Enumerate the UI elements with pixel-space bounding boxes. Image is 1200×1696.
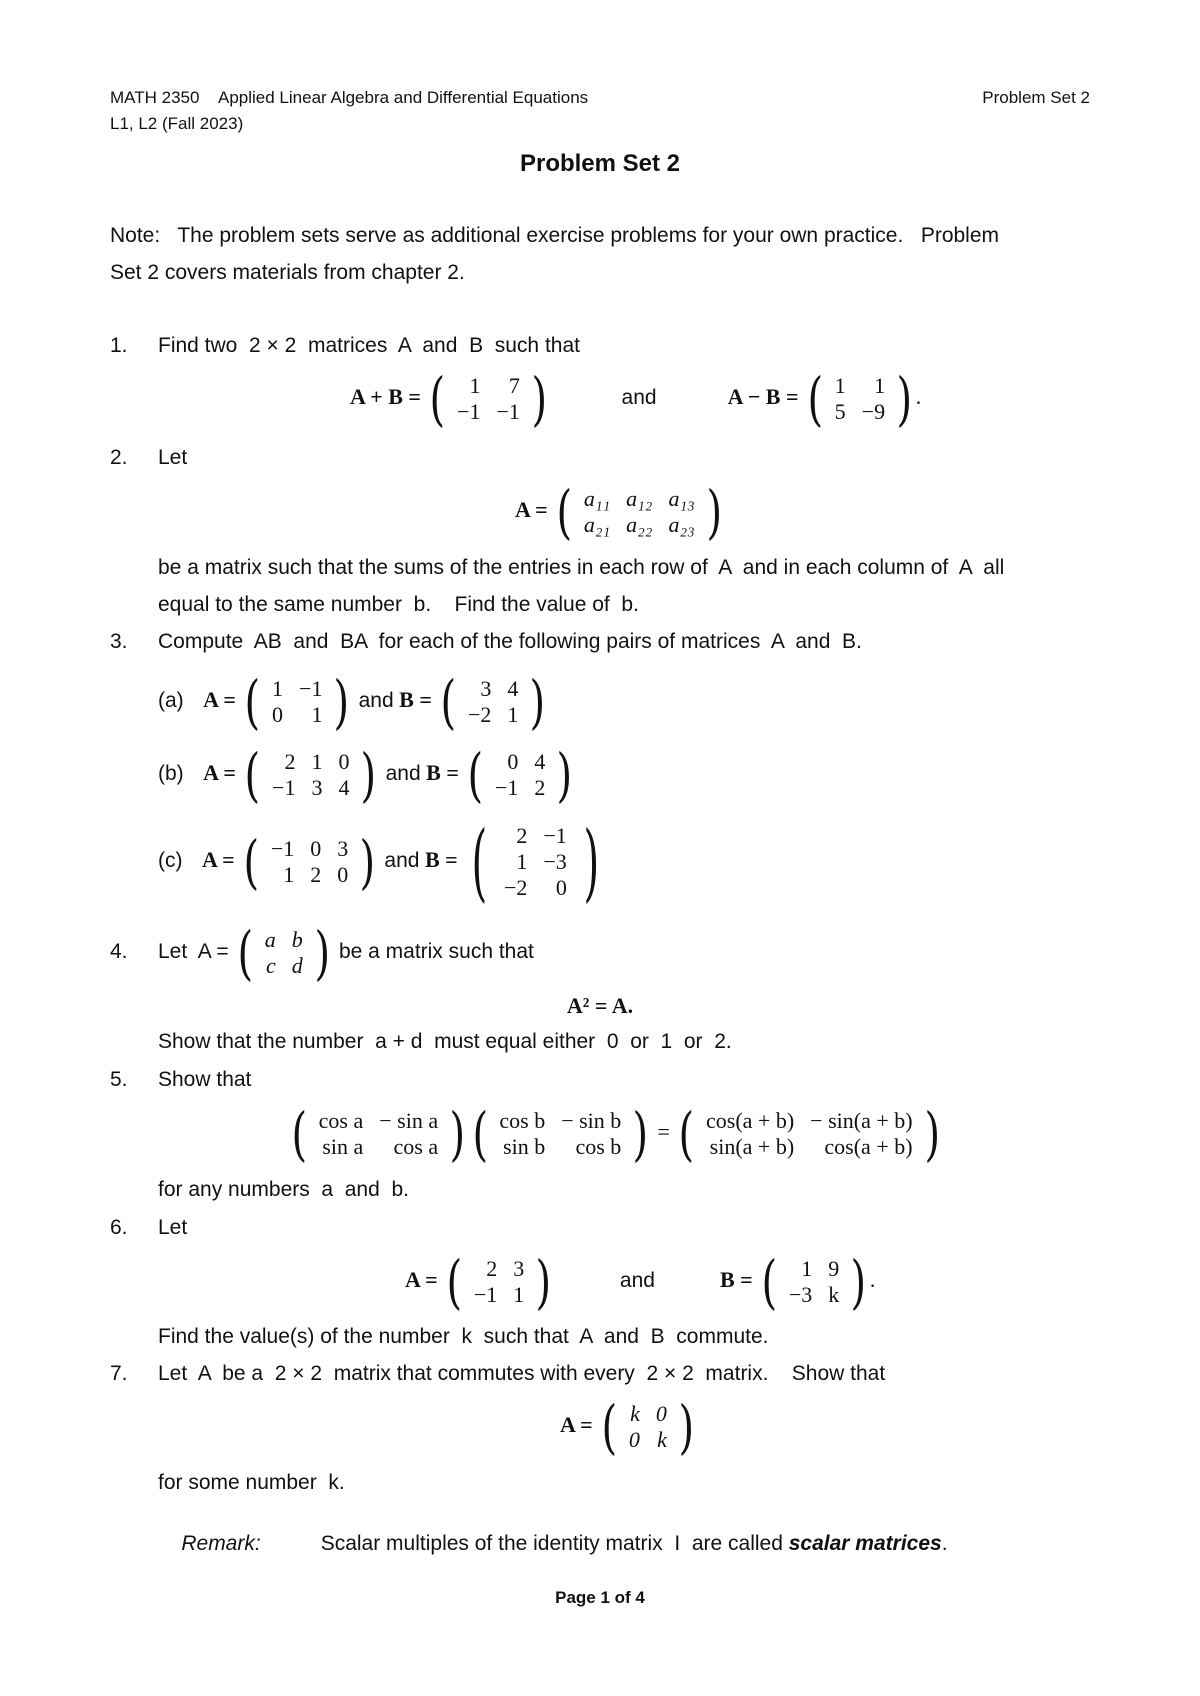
matrix-entry: d (291, 953, 303, 978)
matrix-table (257, 927, 311, 979)
matrix-entry: 4 (507, 676, 519, 701)
matrix (288, 1100, 469, 1168)
matrix-entry: 2 (310, 862, 322, 887)
matrix-table (491, 1108, 629, 1160)
matrix-row (466, 1282, 532, 1308)
matrix-entry: 0 (655, 1401, 667, 1426)
matrix-entry: 0 (310, 836, 322, 861)
right-paren: ) (449, 1100, 466, 1168)
matrix-entry: k (828, 1282, 840, 1307)
problem-1-number: 1. (110, 334, 128, 357)
problem-3-number: 3. (110, 630, 128, 653)
matrix-entry: 1 (801, 1256, 813, 1281)
matrix-entry: cos a (318, 1108, 364, 1133)
matrix-table (264, 676, 330, 728)
p1-end-period: . (915, 384, 922, 410)
problem-3-text: Compute AB and BA for each of the following pairs of matrices A and B. (158, 630, 862, 653)
matrix-row (264, 775, 357, 801)
problem-3a (158, 668, 549, 736)
matrix (758, 1248, 870, 1316)
matrix-row (460, 676, 526, 702)
problem-2-equation (515, 478, 725, 546)
matrix (443, 1248, 555, 1316)
matrix-row (257, 953, 311, 979)
problem-7-equation (560, 1393, 698, 1461)
matrix (240, 828, 379, 896)
matrix-row (311, 1108, 446, 1134)
matrix-entry: −3 (543, 849, 567, 874)
problem-6-after: Find the value(s) of the number k such that A and B commute. (158, 1325, 769, 1348)
problem-5-after: for any numbers a and b. (158, 1178, 409, 1201)
matrix-table (781, 1256, 847, 1308)
matrix-entry: 0 (555, 875, 567, 900)
page-title: Problem Set 2 (519, 150, 681, 177)
problem-1-equation (350, 365, 922, 433)
problem-5-text: Show that (158, 1068, 252, 1091)
matrix-row (621, 1427, 675, 1453)
problem-4-show: Show that the number a + d must equal either 0 or 1 or 2. (158, 1030, 732, 1053)
matrix-entry: a₁₁ (583, 486, 611, 511)
matrix-row (264, 702, 330, 728)
right-paren: ) (924, 1100, 940, 1168)
matrix-table (311, 1108, 446, 1160)
problem-2-line-1: be a matrix such that the sums of the entries in each row of A and in each column of A all (158, 556, 1005, 579)
problem-6-number: 6. (110, 1216, 128, 1239)
matrix-row (263, 862, 356, 888)
left-paren: ( (429, 365, 446, 433)
matrix-entry: −1 (473, 1282, 498, 1307)
matrix-entry: 1 (469, 373, 481, 398)
matrix-entry: k (657, 1427, 667, 1452)
matrix (234, 919, 333, 987)
left-paren: ( (471, 813, 488, 911)
problem-3c (158, 813, 608, 911)
matrix-entry: 3 (337, 836, 349, 861)
matrix-entry: 5 (834, 399, 846, 424)
matrix-entry: c (266, 953, 276, 978)
remark-end: . (941, 1532, 948, 1555)
matrix-entry: sin(a + b) (709, 1134, 795, 1159)
matrix-entry: −1 (272, 775, 296, 800)
p3c-and: and (384, 849, 420, 873)
right-paren: ) (531, 365, 548, 433)
matrix-entry: −2 (468, 702, 492, 727)
matrix-table (264, 749, 357, 801)
left-paren: ( (243, 828, 260, 896)
p2-lhs: A = (515, 497, 548, 523)
p3c-label: (c) (158, 849, 183, 873)
matrix-entry: cos b (575, 1134, 622, 1159)
matrix-entry: 2 (534, 775, 546, 800)
left-paren: ( (440, 668, 457, 736)
right-paren: ) (556, 741, 573, 809)
matrix-entry: 0 (272, 702, 284, 727)
matrix-row (781, 1256, 847, 1282)
p5-equals: = (657, 1119, 670, 1145)
matrix (804, 365, 916, 433)
matrix-entry: 0 (628, 1427, 640, 1452)
left-paren: ( (446, 1248, 463, 1316)
matrix-row (487, 775, 553, 801)
remark-text: Scalar multiples of the identity matrix I are called (320, 1532, 783, 1555)
left-paren: ( (244, 668, 261, 736)
matrix-entry: a₁₂ (626, 486, 653, 511)
matrix (469, 1100, 652, 1168)
matrix-table (621, 1401, 675, 1453)
matrix-entry: sin a (322, 1134, 364, 1159)
matrix-entry: 0 (337, 862, 349, 887)
matrix-entry: −1 (496, 399, 520, 424)
matrix-row (460, 702, 526, 728)
matrix-row (487, 749, 553, 775)
problem-5-equation (288, 1100, 943, 1168)
matrix-entry: − sin(a + b) (810, 1108, 913, 1133)
matrix-entry: 1 (272, 676, 284, 701)
matrix-entry: 1 (834, 373, 846, 398)
right-paren: ) (359, 828, 376, 896)
matrix-row (698, 1108, 921, 1134)
note-line-2: Set 2 covers materials from chapter 2. (110, 261, 465, 284)
matrix-entry: b (291, 927, 303, 952)
p6-and: and (619, 1269, 655, 1293)
matrix-table (496, 823, 575, 901)
left-paren: ( (291, 1100, 308, 1168)
matrix (598, 1393, 697, 1461)
page-footer: Page 1 of 4 (555, 1588, 645, 1607)
matrix-entry: −9 (861, 399, 886, 424)
right-paren: ) (896, 365, 913, 433)
left-paren: ( (237, 919, 254, 987)
left-paren: ( (244, 741, 261, 809)
matrix-entry: 9 (828, 1256, 840, 1281)
matrix-entry: 1 (874, 373, 886, 398)
problem-1-text: Find two 2 × 2 matrices A and B such that (158, 334, 580, 357)
matrix-table (576, 486, 703, 538)
p3b-lhs-a: A = (203, 760, 236, 786)
matrix-entry: 1 (513, 1282, 525, 1307)
matrix-entry: 2 (486, 1256, 498, 1281)
matrix-entry: 2 (516, 823, 528, 848)
problem-6-text: Let (158, 1216, 188, 1239)
matrix-entry: −1 (270, 836, 295, 861)
matrix-entry: 1 (311, 749, 323, 774)
right-paren: ) (706, 478, 722, 546)
course-sections: L1, L2 (Fall 2023) (110, 114, 244, 133)
right-paren: ) (360, 741, 377, 809)
header-right-label: Problem Set 2 (982, 88, 1090, 107)
note-line-1: Note: The problem sets serve as additional exercise problems for your own practice. Problem (110, 224, 1000, 247)
matrix-entry: a₂₁ (583, 512, 611, 537)
course-name: Applied Linear Algebra and Differential Equations (218, 88, 589, 107)
matrix (241, 741, 380, 809)
matrix-entry: k (630, 1401, 640, 1426)
left-paren: ( (472, 1100, 488, 1168)
matrix-table (487, 749, 553, 801)
matrix-table (460, 676, 526, 728)
matrix-entry: −2 (503, 875, 528, 900)
matrix-table (449, 373, 528, 425)
matrix (426, 365, 550, 433)
matrix-row (781, 1282, 847, 1308)
matrix-table (698, 1108, 921, 1160)
problem-5-number: 5. (110, 1068, 128, 1091)
p3a-label: (a) (158, 689, 184, 713)
matrix-entry: sin b (503, 1134, 546, 1159)
matrix-entry: 3 (480, 676, 492, 701)
matrix-entry: −3 (788, 1282, 813, 1307)
right-paren: ) (850, 1248, 867, 1316)
problem-4-number: 4. (110, 940, 128, 963)
p1-lhs-sum: A + B = (350, 384, 421, 410)
matrix-entry: −1 (543, 823, 567, 848)
matrix (241, 668, 353, 736)
matrix-entry: 3 (311, 775, 323, 800)
left-paren: ( (467, 741, 484, 809)
right-paren: ) (678, 1393, 694, 1461)
problem-6-equation (405, 1248, 876, 1316)
matrix-row (621, 1401, 675, 1427)
matrix-entry: a (264, 927, 276, 952)
matrix-row (257, 927, 311, 953)
p1-lhs-diff: A − B = (727, 384, 799, 410)
matrix-entry: 1 (516, 849, 528, 874)
matrix-entry: 1 (507, 702, 519, 727)
problem-2-number: 2. (110, 446, 128, 469)
p3b-and: and (385, 762, 421, 786)
matrix-row (491, 1108, 629, 1134)
matrix-entry: − sin a (379, 1108, 439, 1133)
problem-4-statement (158, 919, 534, 987)
problem-7-remark (158, 1508, 948, 1580)
matrix-row (496, 823, 575, 849)
matrix (464, 741, 576, 809)
matrix-row (449, 373, 528, 399)
matrix-entry: 2 (284, 749, 296, 774)
matrix-row (496, 875, 575, 901)
problem-2-text: Let (158, 446, 188, 469)
problem-4-equation: A² = A. (566, 993, 634, 1018)
remark-term: scalar matrices (788, 1532, 942, 1555)
matrix-entry: 4 (534, 749, 546, 774)
left-paren: ( (678, 1100, 695, 1168)
left-paren: ( (556, 478, 573, 546)
matrix-entry: cos b (499, 1108, 546, 1133)
problem-7-text: Let A be a 2 × 2 matrix that commutes with every 2 × 2 matrix. Show that (158, 1362, 886, 1385)
left-paren: ( (807, 365, 824, 433)
matrix (553, 478, 725, 546)
right-paren: ) (535, 1248, 552, 1316)
matrix-entry: 0 (507, 749, 519, 774)
matrix-entry: −1 (299, 676, 323, 701)
matrix-row (496, 849, 575, 875)
matrix-entry: −1 (457, 399, 481, 424)
matrix-row (449, 399, 528, 425)
matrix-row (264, 676, 330, 702)
matrix-row (264, 749, 357, 775)
course-code: MATH 2350 (110, 88, 200, 107)
matrix-entry: a₂₂ (626, 512, 653, 537)
matrix-entry: cos a (393, 1134, 439, 1159)
matrix (437, 668, 549, 736)
matrix-row (698, 1134, 921, 1160)
matrix-row (827, 399, 893, 425)
problem-7-number: 7. (110, 1362, 128, 1385)
matrix-row (263, 836, 356, 862)
p3c-lhs-b: B = (424, 847, 458, 873)
p1-and: and (621, 386, 657, 410)
p3c-lhs-a: A = (202, 847, 235, 873)
remark-label: Remark: (181, 1532, 261, 1555)
p6-end-period: . (869, 1267, 876, 1293)
matrix (675, 1100, 943, 1168)
matrix-entry: a₁₃ (668, 486, 695, 511)
right-paren: ) (333, 668, 350, 736)
matrix-entry: 4 (338, 775, 350, 800)
p6-lhs-a: A = (405, 1267, 438, 1293)
matrix-row (576, 512, 703, 538)
matrix-entry: cos(a + b) (706, 1108, 795, 1133)
left-paren: ( (761, 1248, 778, 1316)
p3a-lhs-b: B = (399, 687, 432, 713)
p3b-label: (b) (158, 762, 184, 786)
left-paren: ( (601, 1393, 618, 1461)
matrix-entry: 1 (283, 862, 295, 887)
matrix-row (827, 373, 893, 399)
matrix-entry: − sin b (561, 1108, 622, 1133)
matrix-entry: a₂₃ (668, 512, 695, 537)
right-paren: ) (583, 813, 600, 911)
matrix-table (263, 836, 356, 888)
p3a-and: and (358, 689, 394, 713)
problem-4-after: be a matrix such that (338, 940, 534, 964)
right-paren: ) (632, 1100, 649, 1168)
matrix-entry: 0 (338, 749, 350, 774)
matrix (463, 813, 607, 911)
matrix-entry: 3 (513, 1256, 525, 1281)
p6-lhs-b: B = (719, 1267, 753, 1293)
problem-3b (158, 741, 576, 809)
matrix-row (311, 1134, 446, 1160)
p3a-lhs-a: A = (203, 687, 236, 713)
matrix-entry: −1 (495, 775, 519, 800)
matrix-table (827, 373, 893, 425)
matrix-entry: 7 (508, 373, 520, 398)
matrix-entry: cos(a + b) (824, 1134, 913, 1159)
p7-lhs: A = (560, 1412, 593, 1438)
problem-2-line-2: equal to the same number b. Find the value of b. (158, 593, 639, 616)
p3b-lhs-b: B = (426, 760, 459, 786)
right-paren: ) (529, 668, 546, 736)
matrix-row (466, 1256, 532, 1282)
matrix-entry: 1 (311, 702, 323, 727)
problem-7-after: for some number k. (158, 1471, 345, 1494)
matrix-row (491, 1134, 629, 1160)
right-paren: ) (314, 919, 330, 987)
matrix-table (466, 1256, 532, 1308)
matrix-row (576, 486, 703, 512)
problem-4-text: Let A = (158, 940, 229, 964)
